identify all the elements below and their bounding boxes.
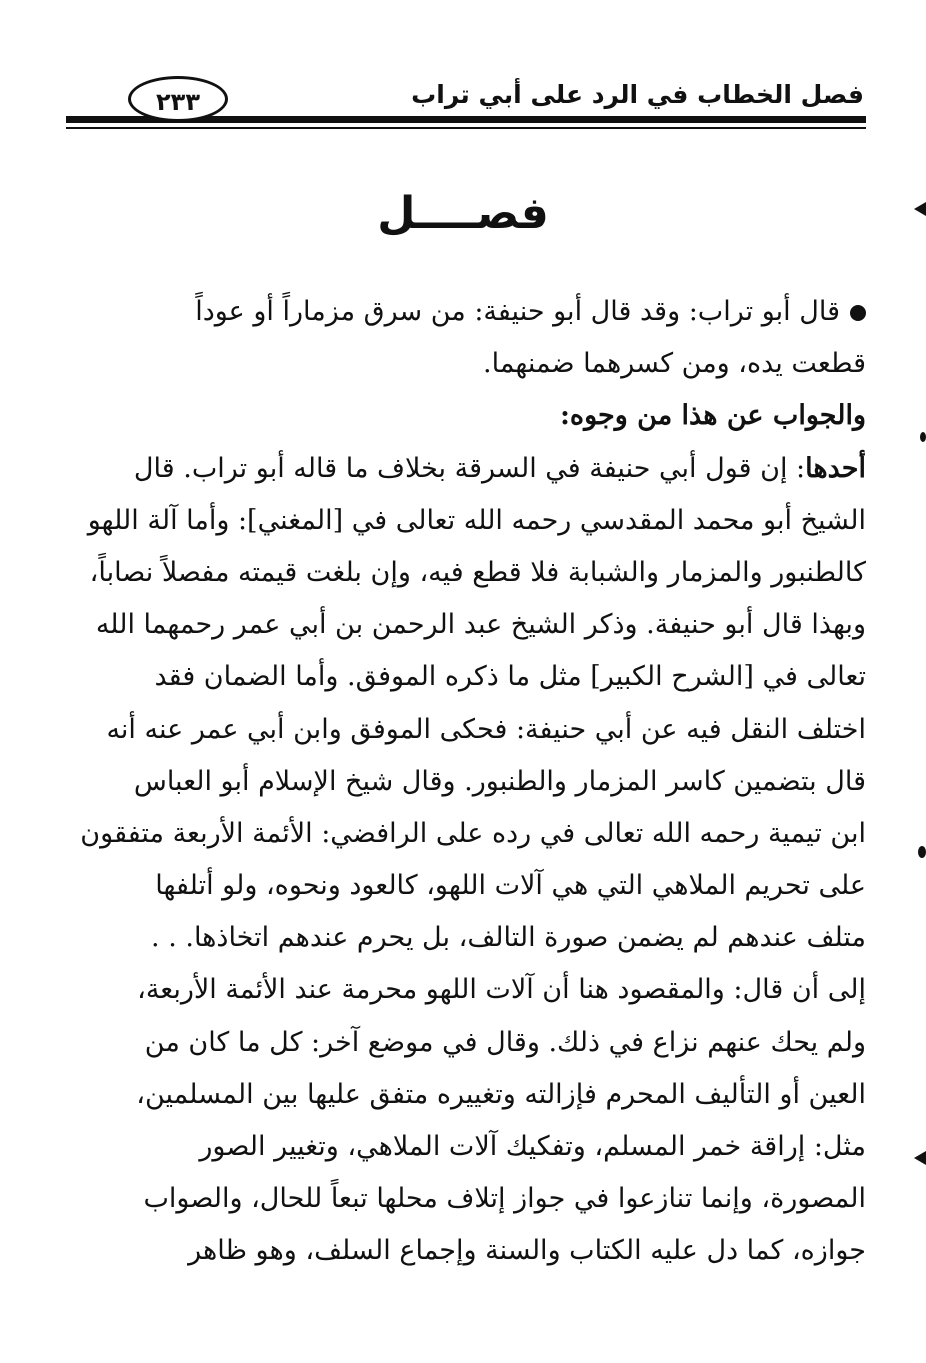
text-line-13 xyxy=(66,912,866,964)
text-line-7 xyxy=(66,599,866,651)
line-text: : إن قول أبي حنيفة في السرقة بخلاف ما قاله أبو تراب. قال xyxy=(133,452,806,484)
line-text: جوازه، كما دل عليه الكتاب والسنة وإجماع السلف، وهو ظاهر xyxy=(188,1235,866,1267)
line-text: قال بتضمين كاسر المزمار والطنبور. وقال شيخ الإسلام أبو العباس xyxy=(133,765,866,797)
page-number: ٢٣٣ xyxy=(128,76,228,122)
line-text: وبهذا قال أبو حنيفة. وذكر الشيخ عبد الرحمن بن أبي عمر رحمهما الله xyxy=(95,609,866,641)
line-text: تعالى في [الشرح الكبير] مثل ما ذكره الموفق. وأما الضمان فقد xyxy=(154,661,866,693)
line-text: والجواب عن هذا من وجوه: xyxy=(559,400,866,432)
body-text xyxy=(66,286,866,1278)
text-line-6 xyxy=(66,547,866,599)
line-text: الشيخ أبو محمد المقدسي رحمه الله تعالى في [المغني]: وأما آلة اللهو xyxy=(87,504,866,536)
text-line-3 xyxy=(66,390,866,442)
text-line-4 xyxy=(66,443,866,495)
text-line-11 xyxy=(66,808,866,860)
text-line-1 xyxy=(66,286,866,338)
text-line-19 xyxy=(66,1225,866,1277)
line-text: على تحريم الملاهي التي هي آلات اللهو، كالعود ونحوه، ولو أتلفها xyxy=(155,870,866,902)
line-text: قال أبو تراب: وقد قال أبو حنيفة: من سرق مزماراً أو عوداً xyxy=(195,296,840,327)
text-line-16 xyxy=(66,1069,866,1121)
line-text: متلف عندهم لم يضمن صورة التالف، بل يحرم عندهم اتخاذها. . . xyxy=(151,922,866,954)
line-text: اختلف النقل فيه عن أبي حنيفة: فحكى الموفق وابن أبي عمر عنه أنه xyxy=(106,713,866,745)
line-text: مثل: إراقة خمر المسلم، وتفكيك آلات الملاهي، وتغيير الصور xyxy=(199,1131,866,1162)
lead-word: أحدها xyxy=(805,452,866,484)
header-rule-thin xyxy=(66,127,866,129)
line-text: قطعت يده، ومن كسرهما ضمنهما. xyxy=(483,348,866,380)
text-line-5 xyxy=(66,495,866,547)
running-title: فصل الخطاب في الرد على أبي تراب xyxy=(411,80,864,109)
text-line-15 xyxy=(66,1017,866,1069)
line-text: إلى أن قال: والمقصود هنا أن آلات اللهو محرمة عند الأئمة الأربعة، xyxy=(137,974,866,1006)
line-text: ولم يحك عنهم نزاع في ذلك. وقال في موضع آخر: كل ما كان من xyxy=(144,1026,866,1058)
text-line-2 xyxy=(66,338,866,390)
text-line-10 xyxy=(66,756,866,808)
bullet-icon xyxy=(850,305,866,321)
text-line-9 xyxy=(66,704,866,756)
margin-mark-icon xyxy=(914,1151,926,1165)
text-line-17 xyxy=(66,1121,866,1173)
section-heading: فصــــل xyxy=(377,188,549,239)
margin-mark-icon xyxy=(918,846,926,858)
line-text: المصورة، وإنما تنازعوا في جواز إتلاف محلها تبعاً للحال، والصواب xyxy=(143,1183,866,1215)
line-text: كالطنبور والمزمار والشبابة فلا قطع فيه، وإن بلغت قيمته مفصلاً نصاباً، xyxy=(89,556,866,588)
line-text: ابن تيمية رحمه الله تعالى في رده على الرافضي: الأئمة الأربعة متفقون xyxy=(80,817,866,849)
line-text: العين أو التأليف المحرم فإزالته وتغييره متفق عليها بين المسلمين، xyxy=(136,1078,866,1110)
text-line-12 xyxy=(66,860,866,912)
text-line-8 xyxy=(66,651,866,703)
text-line-14 xyxy=(66,964,866,1016)
margin-mark-icon xyxy=(920,432,926,442)
text-line-18 xyxy=(66,1173,866,1225)
